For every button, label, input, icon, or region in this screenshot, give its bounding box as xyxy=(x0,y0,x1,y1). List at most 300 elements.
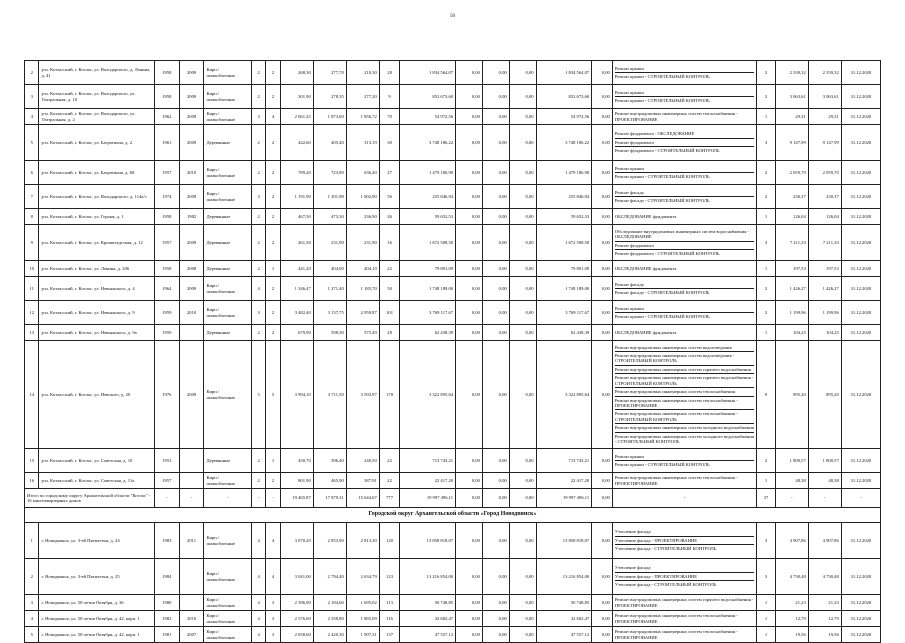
federal-funds-cell: 0,00 xyxy=(456,185,483,209)
area-owned-cell: 236,90 xyxy=(346,209,379,225)
unit-cost-limit-cell: 7 211,33 xyxy=(808,225,841,261)
entrances-cell: 4 xyxy=(266,559,280,595)
works-count-cell: 2 xyxy=(757,85,776,109)
area-living-cell: 231,90 xyxy=(313,225,346,261)
address-cell: г. Новодвинск, ул. 50-летия Октября, д. 42, корп. 1 xyxy=(39,627,155,643)
entrances-cell: 3 xyxy=(266,611,280,627)
year-built-cell: 1964 xyxy=(154,277,179,301)
total-area-cell: 3 994,10 xyxy=(280,341,313,449)
works-count-cell: 1 xyxy=(757,595,776,611)
other-funds-cell: 0,00 xyxy=(592,341,613,449)
other-funds-cell: 0,00 xyxy=(592,85,613,109)
floors-cell: 2 xyxy=(251,325,265,341)
table-row xyxy=(25,125,881,161)
total-zero: 0,00 xyxy=(509,489,536,508)
work-item: Ремонт фундамента xyxy=(615,242,754,250)
regional-funds-cell: 0,00 xyxy=(482,225,509,261)
work-item: Ремонт крыши - СТРОИТЕЛЬНЫЙ КОНТРОЛЬ xyxy=(614,98,710,103)
total-dash: - xyxy=(266,489,280,508)
address-cell: г. Новодвинск, ул. 50-летия Октября, д. 42, корп. 1 xyxy=(39,611,155,627)
year-renovated-cell: 2009 xyxy=(179,185,204,209)
total-area-cell: 442,60 xyxy=(280,125,313,161)
address-cell: р-н. Котласский, г. Котлас, ул. Советская, д. 11а xyxy=(39,473,155,489)
row-number-cell: 10 xyxy=(25,261,39,277)
entrances-cell: 4 xyxy=(266,109,280,125)
entrances-cell: 4 xyxy=(266,523,280,559)
address-cell: р-н. Котласский, г. Котлас, ул. Володарского, д. Ленина, д. 41 xyxy=(39,61,155,85)
year-built-cell: 1983 xyxy=(154,523,179,559)
local-funds-cell: 0,00 xyxy=(509,523,536,559)
works-count-cell: 1 xyxy=(757,473,776,489)
regional-funds-cell: 0,00 xyxy=(482,161,509,185)
floors-cell: 2 xyxy=(251,473,265,489)
completion-date-cell: 31.12.2020 xyxy=(841,85,880,109)
area-owned-cell: 1 907,31 xyxy=(346,627,379,643)
floors-cell: 3 xyxy=(251,185,265,209)
federal-funds-cell: 0,00 xyxy=(456,125,483,161)
unit-cost-limit-cell: 12,79 xyxy=(808,611,841,627)
table-row xyxy=(25,161,881,185)
total-cost-cell: 22 417,20 xyxy=(400,473,456,489)
address-cell: р-н. Котласский, г. Котлас, ул. Володарского, ул. Театральная, д. 10 xyxy=(39,85,155,109)
table-row xyxy=(25,185,881,209)
floors-cell: 4 xyxy=(251,559,265,595)
unit-cost-cell: 4 730,48 xyxy=(775,559,808,595)
row-number-cell: 5 xyxy=(25,125,39,161)
area-living-cell: 473,30 xyxy=(313,209,346,225)
residents-cell: 16 xyxy=(379,225,400,261)
regional-funds-cell: 0,00 xyxy=(482,85,509,109)
regional-funds-cell: 0,00 xyxy=(482,523,509,559)
federal-funds-cell: 0,00 xyxy=(456,627,483,643)
address-cell: р-н. Котласский, г. Котлас, ул. Багратиона, д. 2 xyxy=(39,125,155,161)
wall-material-cell: Деревянные xyxy=(204,209,251,225)
total-area-cell: 268,30 xyxy=(280,61,313,85)
area-living-cell: 278,35 xyxy=(313,85,346,109)
regional-funds-cell: 0,00 xyxy=(482,559,509,595)
unit-cost-cell: 1 800,57 xyxy=(775,449,808,473)
total-works: - xyxy=(612,489,756,508)
works-list-cell xyxy=(612,109,756,125)
local-funds-cell: 0,00 xyxy=(509,61,536,85)
entrances-cell: 1 xyxy=(266,449,280,473)
total-zero: 0,00 xyxy=(456,489,483,508)
regional-funds-cell: 0,00 xyxy=(482,341,509,449)
completion-date-cell: 31.12.2020 xyxy=(841,523,880,559)
address-cell: р-н. Котласский, г. Котлас, ул. Гороня, д. 1 xyxy=(39,209,155,225)
unit-cost-limit-cell: 21,23 xyxy=(808,595,841,611)
address-cell: р-н. Котласский, г. Котлас, ул. Невского, д. 20 xyxy=(39,341,155,449)
entrances-cell: 5 xyxy=(266,341,280,449)
page-number: 50 xyxy=(450,14,455,19)
work-item: Ремонт крыши xyxy=(615,65,754,73)
area-living-cell: 1 101,98 xyxy=(313,185,346,209)
work-item: Ремонт крыши xyxy=(615,89,754,97)
entrances-cell: 3 xyxy=(266,595,280,611)
regional-funds-cell: 0,00 xyxy=(482,261,509,277)
other-funds-cell: 0,00 xyxy=(592,301,613,325)
address-cell: г. Новодвинск, ул. 50-летия Октября, д. 36 xyxy=(39,595,155,611)
completion-date-cell: 31.12.2020 xyxy=(841,559,880,595)
table-row xyxy=(25,627,881,643)
area-owned-cell: 575,49 xyxy=(346,325,379,341)
row-number-cell: 1 xyxy=(25,523,39,559)
other-funds-cell: 0,00 xyxy=(592,523,613,559)
completion-date-cell: 31.12.2020 xyxy=(841,277,880,301)
table-row xyxy=(25,109,881,125)
completion-date-cell: 31.12.2020 xyxy=(841,627,880,643)
address-cell: р-н. Котласский, г. Котлас, ул. Багратиона, д. 68 xyxy=(39,161,155,185)
year-built-cell: 1958 xyxy=(154,61,179,85)
federal-funds-cell: 0,00 xyxy=(456,209,483,225)
table-row xyxy=(25,449,881,473)
work-item: Ремонт внутридомовых инженерных систем холодного водоснабжения xyxy=(615,424,754,432)
area-owned-cell: 210,30 xyxy=(346,61,379,85)
regional-funds-cell: 0,00 xyxy=(482,473,509,489)
federal-funds-cell: 0,00 xyxy=(456,595,483,611)
work-item: Ремонт фундамента xyxy=(615,139,754,147)
works-list-cell xyxy=(612,85,756,109)
work-item: Ремонт внутридомовых инженерных систем горячего водоснабжения - ПРОЕКТИРОВАНИЕ xyxy=(614,597,754,608)
residents-cell: 22 xyxy=(379,473,400,489)
wall-material-cell: Деревянные xyxy=(204,325,251,341)
residents-cell: 30 xyxy=(379,125,400,161)
total-area-cell: 679,90 xyxy=(280,325,313,341)
floors-cell: 4 xyxy=(251,611,265,627)
address-cell: р-н. Котласский, г. Котлас, ул. Невьянского, д. 9 xyxy=(39,301,155,325)
unit-cost-limit-cell: 126,04 xyxy=(808,209,841,225)
row-number-cell: 4 xyxy=(25,611,39,627)
total-area-cell: 1 346,47 xyxy=(280,277,313,301)
regional-funds-cell: 0,00 xyxy=(482,277,509,301)
year-built-cell: 1980 xyxy=(154,595,179,611)
wall-material-cell: Кирп./ шлакоблочные xyxy=(204,523,251,559)
total-dash: - xyxy=(154,489,179,508)
total-area-cell: 2 658,60 xyxy=(280,627,313,643)
total-cost-cell: 54 972,56 xyxy=(400,109,456,125)
total-cost-cell: 852 673,60 xyxy=(400,85,456,109)
works-count-cell: 1 xyxy=(757,325,776,341)
row-number-cell: 12 xyxy=(25,301,39,325)
unit-cost-limit-cell: 197,53 xyxy=(808,261,841,277)
row-number-cell: 14 xyxy=(25,341,39,449)
work-item: Ремонт крыши - СТРОИТЕЛЬНЫЙ КОНТРОЛЬ xyxy=(614,314,710,319)
year-renovated-cell xyxy=(179,449,204,473)
entrances-cell: 2 xyxy=(266,125,280,161)
local-funds-cell: 0,00 xyxy=(509,225,536,261)
area-living-cell: 396,40 xyxy=(313,449,346,473)
row-number-cell: 5 xyxy=(25,627,39,643)
area-owned-cell: 1 856,72 xyxy=(346,109,379,125)
unit-cost-limit-cell: 4 907,86 xyxy=(808,523,841,559)
owners-funds-cell: 713 743,21 xyxy=(536,449,592,473)
federal-funds-cell: 0,00 xyxy=(456,161,483,185)
year-built-cell: 1982 xyxy=(154,611,179,627)
row-number-cell: 3 xyxy=(25,85,39,109)
unit-cost-limit-cell: 29,31 xyxy=(808,109,841,125)
wall-material-cell: Кирп./ шлакоблочные xyxy=(204,185,251,209)
work-item: Ремонт внутридомовых инженерных систем теплоснабжения - СТРОИТЕЛЬНЫЙ КОНТРОЛЬ xyxy=(615,410,754,424)
local-funds-cell: 0,00 xyxy=(509,161,536,185)
other-funds-cell: 0,00 xyxy=(592,61,613,85)
federal-funds-cell: 0,00 xyxy=(456,109,483,125)
unit-cost-limit-cell: 19,56 xyxy=(808,627,841,643)
floors-cell: 3 xyxy=(251,301,265,325)
area-owned-cell: 387,91 xyxy=(346,473,379,489)
year-built-cell: 1957 xyxy=(154,473,179,489)
owners-funds-cell: 1 672 508,50 xyxy=(536,225,592,261)
work-item: Обследование внутридомовых инженерных систем водоснабжения - ОБСЛЕДОВАНИЕ xyxy=(615,228,754,242)
floors-cell: 2 xyxy=(251,261,265,277)
owners-funds-cell: 13 216 854,00 xyxy=(536,559,592,595)
unit-cost-cell: 48,38 xyxy=(775,473,808,489)
work-item: Ремонт крыши xyxy=(615,305,754,313)
federal-funds-cell: 0,00 xyxy=(456,85,483,109)
wall-material-cell: Кирп./ шлакоблочные xyxy=(204,161,251,185)
total-area-cell: 301,90 xyxy=(280,85,313,109)
table-row xyxy=(25,559,881,595)
unit-cost-limit-cell: 2 059,70 xyxy=(808,161,841,185)
area-living-cell: 465,90 xyxy=(313,473,346,489)
federal-funds-cell: 0,00 xyxy=(456,611,483,627)
works-count-cell: 2 xyxy=(757,449,776,473)
entrances-cell: 2 xyxy=(266,61,280,85)
year-renovated-cell: 2009 xyxy=(179,85,204,109)
total-cost-owners: 19 997 496,11 xyxy=(536,489,592,508)
local-funds-cell: 0,00 xyxy=(509,341,536,449)
area-living-cell: 405,40 xyxy=(313,125,346,161)
unit-cost-limit-cell: 48,38 xyxy=(808,473,841,489)
total-dash: - xyxy=(179,489,204,508)
total-area-cell: 441,20 xyxy=(280,261,313,277)
year-built-cell: 1953 xyxy=(154,449,179,473)
owners-funds-cell: 54 972,56 xyxy=(536,109,592,125)
year-renovated-cell: 2009 xyxy=(179,61,204,85)
total-cost-cell: 13 216 854,00 xyxy=(400,559,456,595)
area-living-cell: 598,30 xyxy=(313,325,346,341)
regional-funds-cell: 0,00 xyxy=(482,125,509,161)
table-row xyxy=(25,341,881,449)
residents-cell: 27 xyxy=(379,161,400,185)
wall-material-cell: Деревянные xyxy=(204,125,251,161)
residents-cell: 26 xyxy=(379,209,400,225)
year-built-cell: 1957 xyxy=(154,161,179,185)
other-funds-cell: 0,00 xyxy=(592,627,613,643)
year-built-cell: 1958 xyxy=(154,85,179,109)
floors-cell: 2 xyxy=(251,225,265,261)
work-item: ОБСЛЕДОВАНИЕ фундамента xyxy=(614,329,677,335)
federal-funds-cell: 0,00 xyxy=(456,261,483,277)
federal-funds-cell: 0,00 xyxy=(456,559,483,595)
unit-cost-cell: 2 339,32 xyxy=(775,61,808,85)
unit-cost-cell: 21,23 xyxy=(775,595,808,611)
kotlas-rows xyxy=(25,61,881,489)
federal-funds-cell: 0,00 xyxy=(456,325,483,341)
completion-date-cell: 31.12.2020 xyxy=(841,185,880,209)
entrances-cell: 2 xyxy=(266,161,280,185)
wall-material-cell: Кирп./ шлакоблочные xyxy=(204,559,251,595)
total-area-cell: 467,50 xyxy=(280,209,313,225)
total-cost-cell: 713 743,21 xyxy=(400,449,456,473)
year-renovated-cell: 2009 xyxy=(179,277,204,301)
works-count-cell: 9 xyxy=(757,341,776,449)
floors-cell: 4 xyxy=(251,523,265,559)
area-living-cell: 3 137,75 xyxy=(313,301,346,325)
work-item: Утепление фасада - СТРОИТЕЛЬНЫЙ КОНТРОЛЬ xyxy=(614,546,717,552)
residents-cell: 50 xyxy=(379,277,400,301)
unit-cost-limit-cell: 4 730,48 xyxy=(808,559,841,595)
owners-funds-cell: 50 748,85 xyxy=(536,595,592,611)
wall-material-cell: Деревянные xyxy=(204,449,251,473)
row-number-cell: 9 xyxy=(25,225,39,261)
work-item: Ремонт крыши xyxy=(615,453,754,461)
works-count-cell: 2 xyxy=(757,161,776,185)
total-dash: - xyxy=(251,489,265,508)
year-built-cell: 1959 xyxy=(154,301,179,325)
total-cost-cell: 255 846,94 xyxy=(400,185,456,209)
federal-funds-cell: 0,00 xyxy=(456,523,483,559)
works-count-cell: 2 xyxy=(757,277,776,301)
unit-cost-cell: 1 199,96 xyxy=(775,301,808,325)
residents-cell: 101 xyxy=(379,301,400,325)
entrances-cell: 2 xyxy=(266,225,280,261)
work-item: Ремонт внутридомовых инженерных систем теплоснабжения - ПРОЕКТИРОВАНИЕ xyxy=(615,397,754,411)
work-item: Ремонт внутридомовых инженерных систем теплоснабжения - ПРОЕКТИРОВАНИЕ xyxy=(614,613,738,624)
works-count-cell: 3 xyxy=(757,225,776,261)
owners-funds-cell: 3 322 895,64 xyxy=(536,341,592,449)
completion-date-cell: 31.12.2020 xyxy=(841,61,880,85)
wall-material-cell: Кирп./ шлакоблочные xyxy=(204,277,251,301)
residents-cell: 116 xyxy=(379,611,400,627)
completion-date-cell: 31.12.2020 xyxy=(841,225,880,261)
regional-funds-cell: 0,00 xyxy=(482,325,509,341)
row-number-cell: 16 xyxy=(25,473,39,489)
entrances-cell: 1 xyxy=(266,261,280,277)
total-zero: 0,00 xyxy=(592,489,613,508)
local-funds-cell: 0,00 xyxy=(509,449,536,473)
year-built-cell: 1958 xyxy=(154,209,179,225)
unit-cost-cell: 3 063,61 xyxy=(775,85,808,109)
other-funds-cell: 0,00 xyxy=(592,325,613,341)
owners-funds-cell: 3 769 117,67 xyxy=(536,301,592,325)
works-count-cell: 3 xyxy=(757,523,776,559)
total-dash: - xyxy=(204,489,251,508)
works-list-cell xyxy=(612,325,756,341)
unit-cost-cell: 197,53 xyxy=(775,261,808,277)
residents-cell: 120 xyxy=(379,523,400,559)
wall-material-cell: Кирп./ шлакоблочные xyxy=(204,341,251,449)
works-list-cell xyxy=(612,125,756,161)
table-row xyxy=(25,209,881,225)
year-renovated-cell: 2009 xyxy=(179,125,204,161)
federal-funds-cell: 0,00 xyxy=(456,473,483,489)
area-owned-cell: 1 185,70 xyxy=(346,277,379,301)
total-area-cell: 2 576,60 xyxy=(280,611,313,627)
other-funds-cell: 0,00 xyxy=(592,161,613,185)
floors-cell: 2 xyxy=(251,209,265,225)
works-list-cell xyxy=(612,611,756,627)
total-area-living: 17 879,31 xyxy=(313,489,346,508)
work-item: Ремонт фасада - СТРОИТЕЛЬНЫЙ КОНТРОЛЬ xyxy=(614,290,710,295)
works-count-cell: 1 xyxy=(757,261,776,277)
work-item: Ремонт фундамента - СТРОИТЕЛЬНЫЙ КОНТРОЛЬ xyxy=(614,148,720,154)
residents-cell: 9 xyxy=(379,85,400,109)
entrances-cell: 2 xyxy=(266,277,280,301)
works-count-cell: 3 xyxy=(757,125,776,161)
federal-funds-cell: 0,00 xyxy=(456,277,483,301)
completion-date-cell: 31.12.2020 xyxy=(841,611,880,627)
area-living-cell: 2 853,90 xyxy=(313,523,346,559)
total-cost-cell: 1 748 189,00 xyxy=(400,277,456,301)
owners-funds-cell: 59 652,53 xyxy=(536,209,592,225)
local-funds-cell: 0,00 xyxy=(509,325,536,341)
year-built-cell: 1981 xyxy=(154,627,179,643)
area-living-cell: 1 271,40 xyxy=(313,277,346,301)
residents-cell: 178 xyxy=(379,341,400,449)
wall-material-cell: Кирп./ шлакоблочные xyxy=(204,611,251,627)
completion-date-cell: 31.12.2020 xyxy=(841,325,880,341)
table-row xyxy=(25,473,881,489)
year-renovated-cell xyxy=(179,559,204,595)
year-built-cell: 1976 xyxy=(154,341,179,449)
unit-cost-cell: 7 211,33 xyxy=(775,225,808,261)
unit-cost-limit-cell: 1 426,27 xyxy=(808,277,841,301)
works-list-cell xyxy=(612,523,756,559)
residents-cell: 22 xyxy=(379,449,400,473)
regional-funds-cell: 0,00 xyxy=(482,449,509,473)
address-cell: г. Новодвинск, ул. 3-ей Пятилетки, д. 24 xyxy=(39,523,155,559)
year-built-cell: 1984 xyxy=(154,559,179,595)
completion-date-cell: 31.12.2020 xyxy=(841,473,880,489)
federal-funds-cell: 0,00 xyxy=(456,225,483,261)
work-item: Утепление фасада - ПРОЕКТИРОВАНИЕ xyxy=(615,537,754,545)
local-funds-cell: 0,00 xyxy=(509,627,536,643)
total-cost-cell: 32 602,47 xyxy=(400,611,456,627)
work-item: Ремонт фундамента - СТРОИТЕЛЬНЫЙ КОНТРОЛЬ xyxy=(614,250,720,256)
unit-cost-limit-cell: 895,20 xyxy=(808,341,841,449)
total-area-cell: 450,70 xyxy=(280,449,313,473)
wall-material-cell: Деревянные xyxy=(204,225,251,261)
unit-cost-cell: 104,25 xyxy=(775,325,808,341)
local-funds-cell: 0,00 xyxy=(509,473,536,489)
local-funds-cell: 0,00 xyxy=(509,261,536,277)
works-list-cell xyxy=(612,559,756,595)
work-item: Ремонт крыши - СТРОИТЕЛЬНЫЙ КОНТРОЛЬ xyxy=(614,74,710,79)
year-built-cell: 1961 xyxy=(154,125,179,161)
completion-date-cell: 31.12.2020 xyxy=(841,595,880,611)
year-renovated-cell xyxy=(179,473,204,489)
unit-cost-cell: 895,20 xyxy=(775,341,808,449)
area-living-cell: 2 184,60 xyxy=(313,595,346,611)
total-cost-cell: 1 479 186,90 xyxy=(400,161,456,185)
total-units: 37 xyxy=(757,489,776,508)
year-renovated-cell: 2009 xyxy=(179,109,204,125)
work-item: Утепление фасада xyxy=(615,528,754,536)
area-owned-cell: 2 959,87 xyxy=(346,301,379,325)
table-row xyxy=(25,61,881,85)
local-funds-cell: 0,00 xyxy=(509,559,536,595)
total-cost-cell: 1 834 564,07 xyxy=(400,61,456,85)
works-list-cell xyxy=(612,449,756,473)
federal-funds-cell: 0,00 xyxy=(456,341,483,449)
work-item: Ремонт фасада - СТРОИТЕЛЬНЫЙ КОНТРОЛЬ xyxy=(614,198,710,203)
local-funds-cell: 0,00 xyxy=(509,185,536,209)
row-number-cell: 8 xyxy=(25,209,39,225)
works-count-cell: 2 xyxy=(757,185,776,209)
federal-funds-cell: 0,00 xyxy=(456,449,483,473)
row-number-cell: 3 xyxy=(25,595,39,611)
row-number-cell: 6 xyxy=(25,161,39,185)
